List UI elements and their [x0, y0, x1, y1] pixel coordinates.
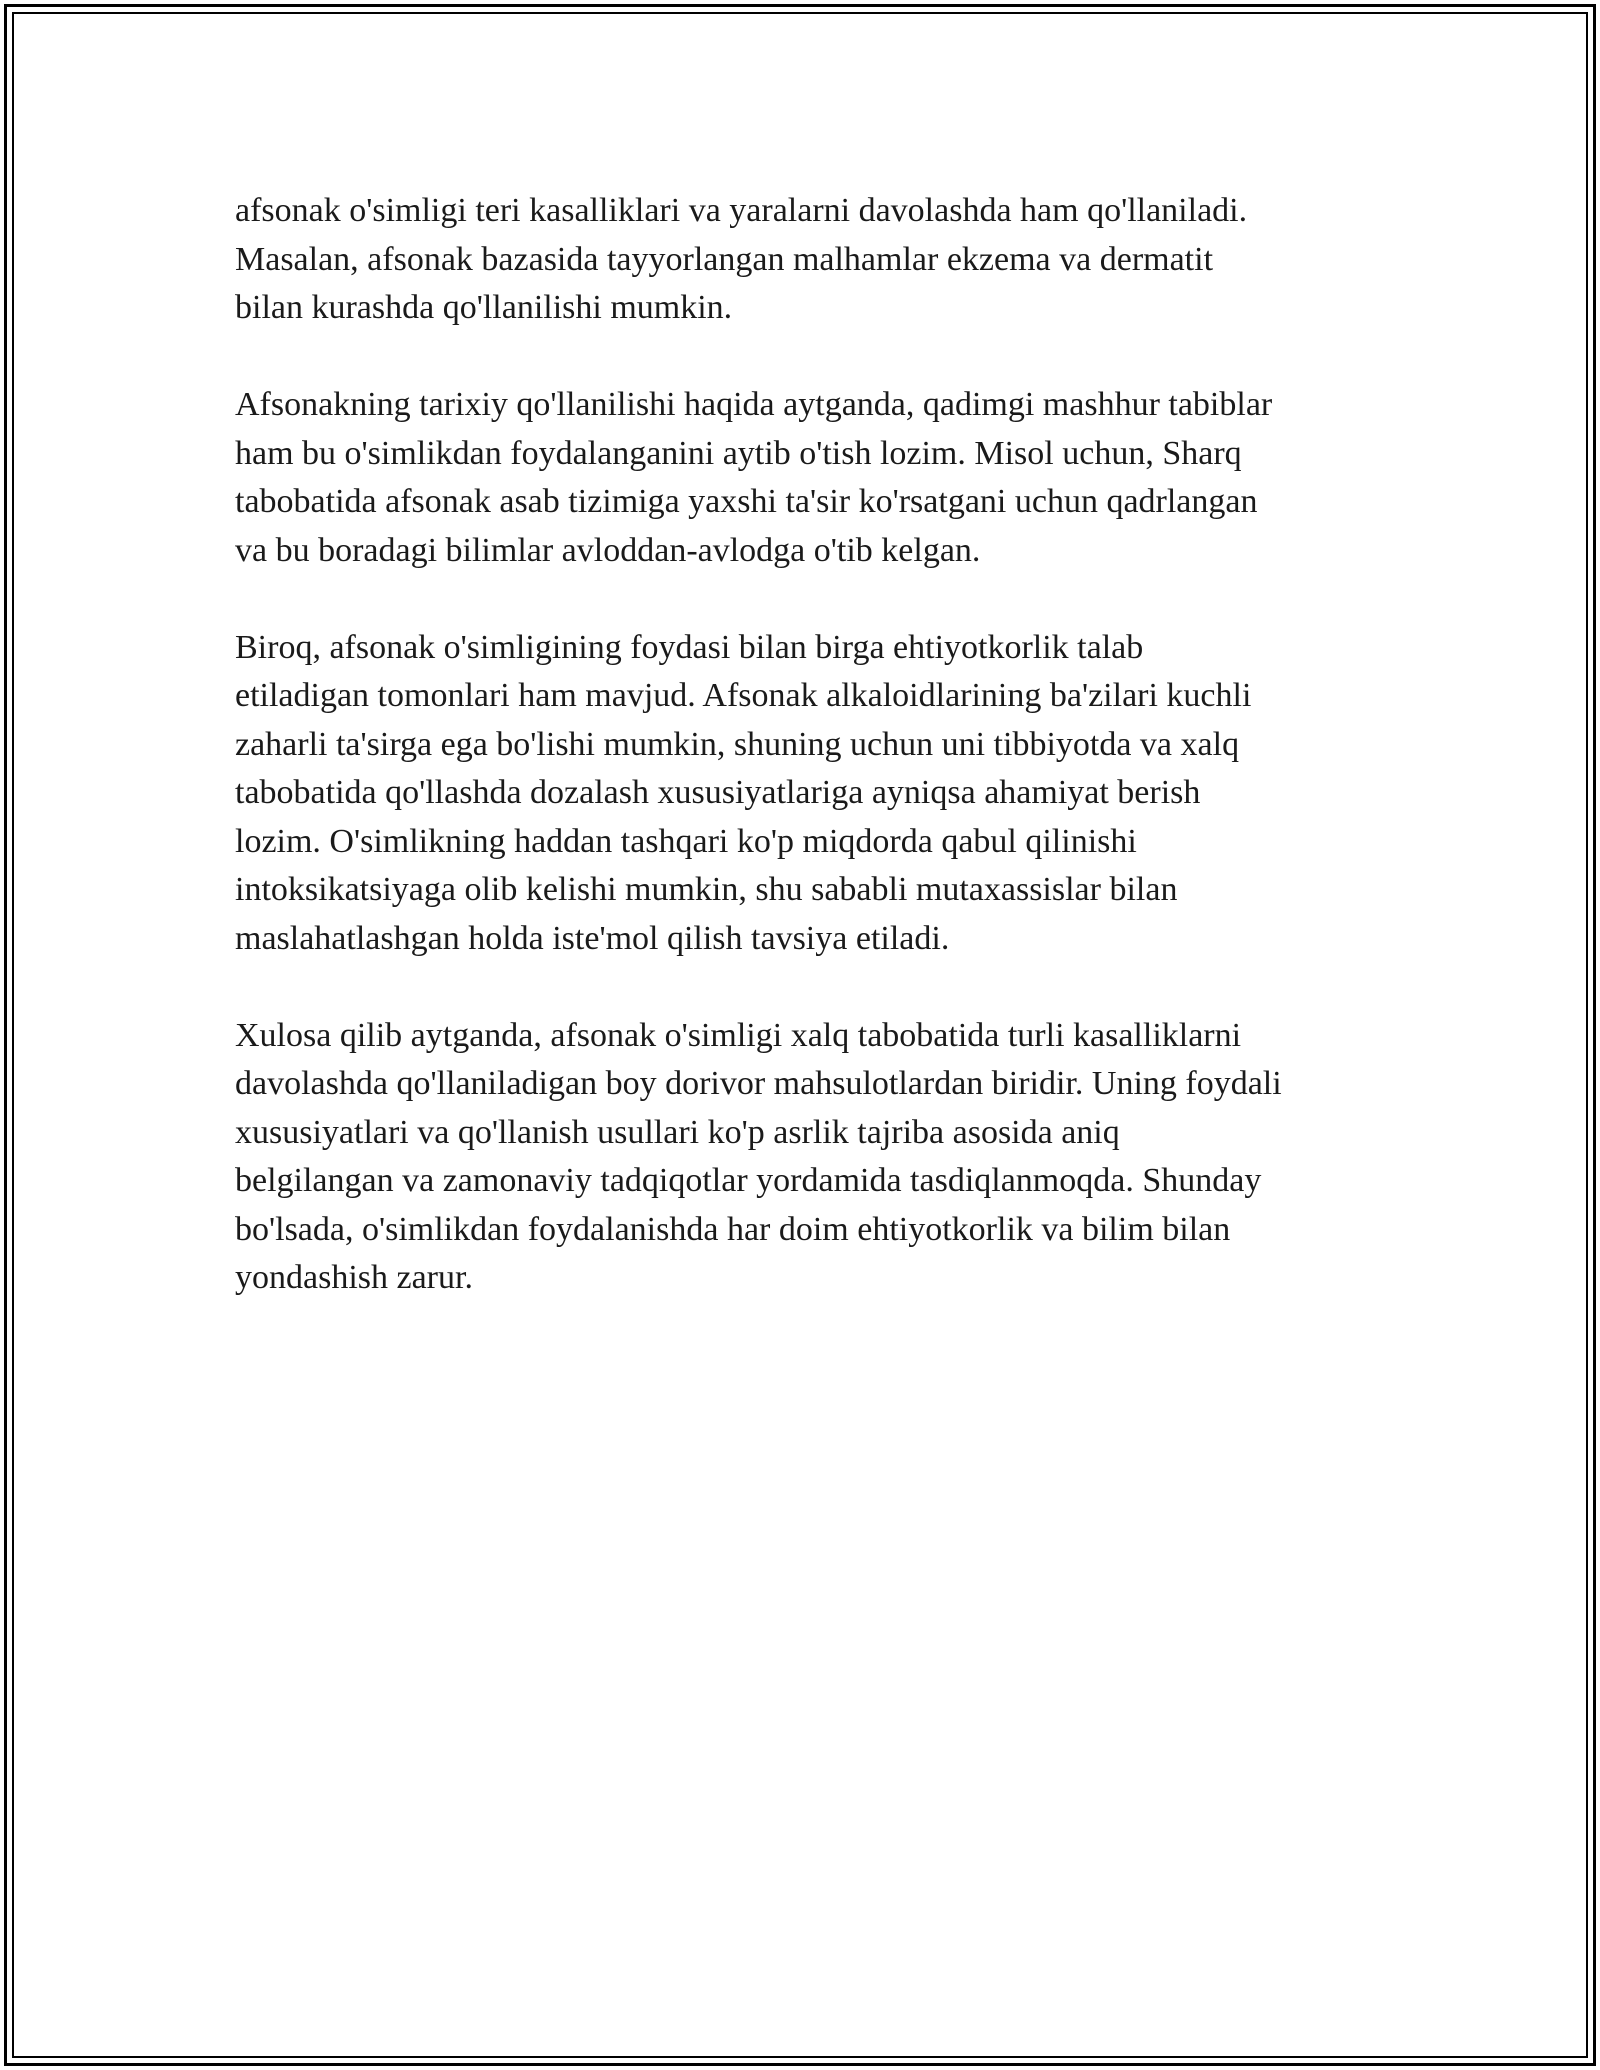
- document-body: [235, 187, 1370, 1351]
- paragraph-1: afsonak o'simligi teri kasalliklari va yaralarni davolashda ham qo'llaniladi. Masalan, afsonak bazasida tayyorlangan malhamlar ekzema va dermatit bilan kurashda qo'llanilishi mumkin.: [235, 192, 1248, 326]
- paragraph-3: Biroq, afsonak o'simligining foydasi bilan birga ehtiyotkorlik talab etiladigan tomonlari ham mavjud. Afsonak alkaloidlarining ba'zilari kuchli zaharli ta'sirga ega bo'lishi mumkin, shuning uchun uni tibbiyotda va xalq tabobatida qo'llashda dozalash xususiyatlariga ayniqsa ahamiyat berish lozim. O'simlikning haddan tashqari ko'p miqdorda qabul qilinishi intoksikatsiyaga olib kelishi mumkin, shu sababli mutaxassislar bilan maslahatlashgan holda iste'mol qilish tavsiya etiladi.: [235, 628, 1252, 957]
- paragraph-2: Afsonakning tarixiy qo'llanilishi haqida aytganda, qadimgi mashhur tabiblar ham bu o'simlikdan foydalanganini aytib o'tish lozim. Misol uchun, Sharq tabobatida afsonak asab tizimiga yaxshi ta'sir ko'rsatgani uchun qadrlangan va bu boradagi bilimlar avloddan-avlodga o'tib kelgan.: [235, 386, 1273, 569]
- paragraph-4: Xulosa qilib aytganda, afsonak o'simligi xalq tabobatida turli kasalliklarni davolashda qo'llaniladigan boy dorivor mahsulotlardan biridir. Uning foydali xususiyatlari va qo'llanish usullari ko'p asrlik tajriba asosida aniq belgilangan va zamonaviy tadqiqotlar yordamida tasdiqlanmoqda. Shunday bo'lsada, o'simlikdan foydalanishda har doim ehtiyotkorlik va bilim bilan yondashish zarur.: [235, 1016, 1282, 1296]
